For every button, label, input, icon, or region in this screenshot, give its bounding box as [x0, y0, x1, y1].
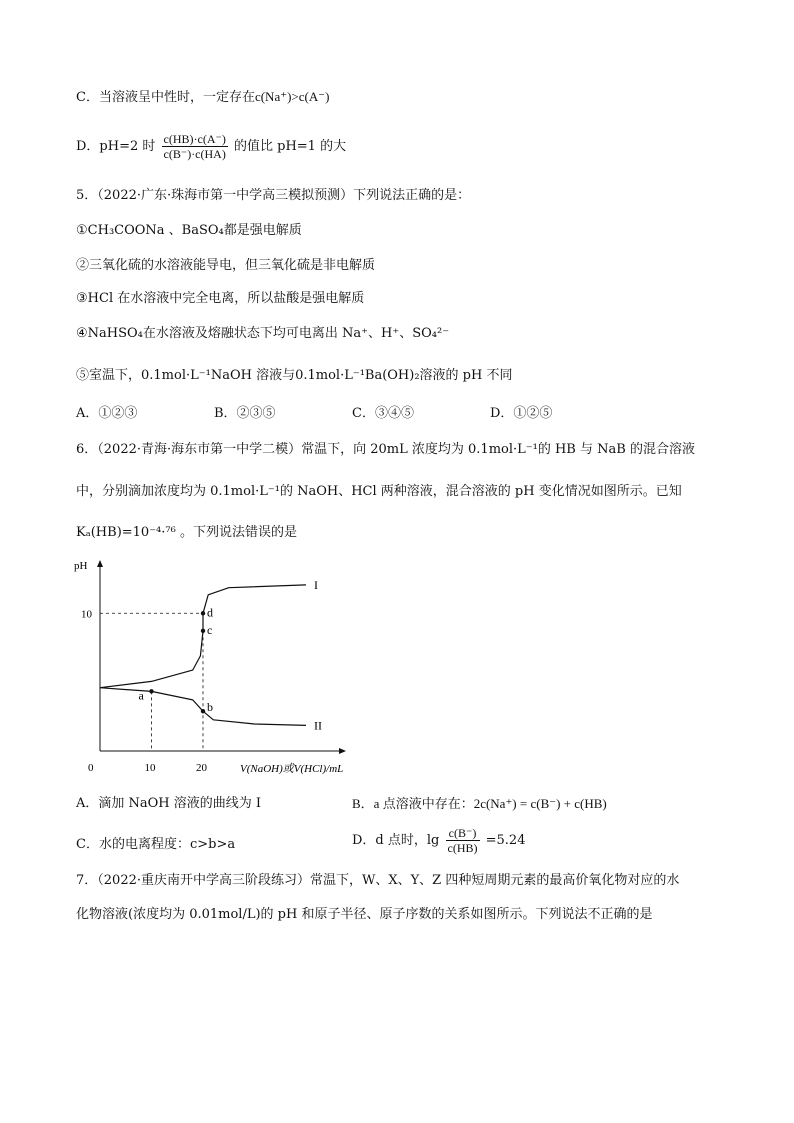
- q5-option-d: D．①②⑤: [490, 406, 553, 421]
- q4-option-d: [76, 132, 346, 161]
- q5-option-a: A．①②③: [76, 406, 138, 421]
- q4-option-c: [76, 88, 329, 107]
- q7-stem-line-2: 化物溶液(浓度均为 0.01mol/L)的 pH 和原子半径、原子序数的关系如图所示。下列说法不正确的是: [76, 907, 653, 922]
- q6-stem-line-2: 中，分别滴加浓度均为 0.1mol·L⁻¹的 NaOH、HCl 两种溶液，混合溶液的 pH 变化情况如图所示。已知: [76, 484, 682, 499]
- point-label-a: a: [138, 688, 144, 703]
- point-label-d: d: [207, 605, 213, 620]
- series-label-II: II: [314, 718, 322, 733]
- q5-stem: 5．（2022·广东·珠海市第一中学高三模拟预测）下列说法正确的是：: [76, 188, 471, 203]
- x-tick-label: 20: [196, 762, 207, 774]
- point-b: [201, 709, 205, 713]
- fraction-denominator: c(B⁻)·c(HA): [163, 147, 226, 161]
- q5-statement-1: ①CH₃COONa 、BaSO₄都是强电解质: [76, 223, 302, 238]
- q5-statement-5: ⑤室温下，0.1mol·L⁻¹NaOH 溶液与0.1mol·L⁻¹Ba(OH)₂溶液的 pH 不同: [76, 368, 513, 383]
- q6-option-d-suffix: =5.24: [485, 833, 526, 848]
- q4-option-d-fraction: [162, 132, 228, 161]
- y-tick-label: 10: [81, 608, 92, 621]
- q6-option-c: C．水的电离程度：c>b>a: [76, 837, 236, 852]
- point-d: [201, 611, 205, 615]
- fraction-numerator: c(B⁻): [446, 826, 480, 841]
- q4-option-c-text: C．当溶液呈中性时，一定存在: [76, 90, 255, 105]
- q4-option-d-prefix: D．pH=2 时: [76, 139, 156, 154]
- x-tick-label: 10: [144, 762, 156, 774]
- q6-option-d-prefix: D．d 点时，lg: [352, 833, 440, 848]
- q4-option-d-suffix: 的值比 pH=1 的大: [233, 139, 347, 154]
- y-axis-label: pH: [74, 560, 88, 572]
- ph-titration-chart: [70, 555, 370, 780]
- point-label-c: c: [207, 622, 213, 637]
- series-line-I: [100, 585, 306, 688]
- q5-statement-4: ④NaHSO₄在水溶液及熔融状态下均可电离出 Na⁺、H⁺、SO₄²⁻: [76, 326, 450, 341]
- point-c: [201, 629, 205, 633]
- q4-option-c-expr: c(Na⁺)>c(A⁻): [254, 89, 330, 104]
- point-label-b: b: [207, 700, 213, 715]
- series-label-I: I: [314, 577, 318, 592]
- q5-statement-3: ③HCl 在水溶液中完全电离，所以盐酸是强电解质: [76, 291, 365, 306]
- q6-stem-line-3: Kₐ(HB)=10⁻⁴·⁷⁶ 。下列说法错误的是: [76, 525, 297, 540]
- x-axis-label: V(NaOH)或V(HCl)/mL: [240, 763, 344, 775]
- q6-option-b: B．a 点溶液中存在：2c(Na⁺) = c(B⁻) + c(HB): [352, 796, 607, 811]
- q6-stem-line-1: 6．（2022·青海·海东市第一中学二模）常温下，向 20mL 浓度均为 0.1mol·L⁻¹的 HB 与 NaB 的混合溶液: [76, 442, 695, 457]
- q6-option-a: A．滴加 NaOH 溶液的曲线为 I: [76, 796, 262, 811]
- x-tick-label: 0: [88, 762, 94, 774]
- q6-option-d: [352, 826, 525, 855]
- fraction-denominator: c(HB): [447, 841, 478, 855]
- fraction-numerator: c(HB)·c(A⁻): [163, 132, 226, 146]
- q7-stem-line-1: 7．（2022·重庆南开中学高三阶段练习）常温下，W、X、Y、Z 四种短周期元素的最高价氧化物对应的水: [76, 873, 680, 888]
- q5-option-c: C．③④⑤: [352, 406, 414, 421]
- point-a: [149, 689, 153, 693]
- q6-option-d-fraction: [446, 826, 480, 855]
- q5-option-b: B．②③⑤: [214, 406, 276, 421]
- q5-statement-2: ②三氧化硫的水溶液能导电，但三氧化硫是非电解质: [76, 258, 376, 273]
